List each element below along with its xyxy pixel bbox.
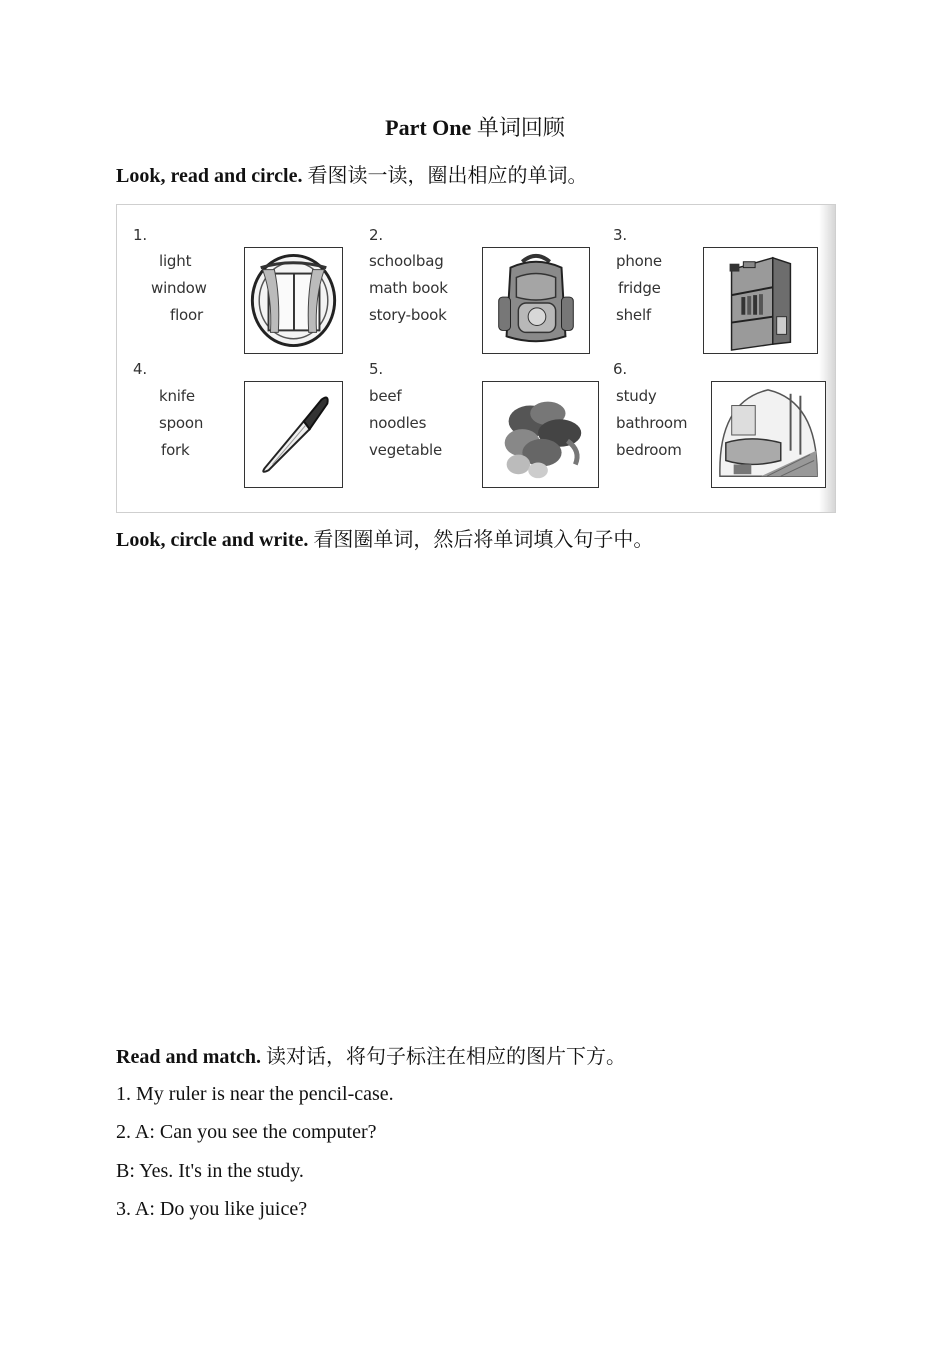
bathroom-icon xyxy=(711,381,826,488)
section3-instruction xyxy=(116,1040,626,1069)
item-number: 4. xyxy=(133,360,147,378)
section1-instruction xyxy=(116,159,587,188)
section3-rest: 读对话，将句子标注在相应的图片下方。 xyxy=(261,1046,627,1068)
item-option[interactable]: study xyxy=(616,387,657,405)
item-option[interactable]: phone xyxy=(616,252,662,270)
item-option[interactable]: window xyxy=(151,279,207,297)
item-option[interactable]: spoon xyxy=(159,414,204,432)
page-title-bold: Part One xyxy=(385,115,472,140)
section1-bold: Look, read and circle. xyxy=(116,165,303,187)
section1-rest: 看图读一读，圈出相应的单词。 xyxy=(302,165,588,187)
schoolbag-icon xyxy=(482,247,590,354)
sentence-line: 3. A: Do you like juice? xyxy=(116,1198,308,1220)
window-icon xyxy=(244,247,343,354)
item-number: 5. xyxy=(369,360,383,378)
knife-icon xyxy=(244,381,343,488)
vegetable-icon xyxy=(482,381,599,488)
item-option[interactable]: shelf xyxy=(616,306,651,324)
section2-rest: 看图圈单词，然后将单词填入句子中。 xyxy=(308,529,654,551)
item-option[interactable]: vegetable xyxy=(369,441,443,459)
item-number: 2. xyxy=(369,226,383,244)
item-number: 6. xyxy=(613,360,627,378)
section2-bold: Look, circle and write. xyxy=(116,529,309,551)
item-option[interactable]: fridge xyxy=(618,279,661,297)
section3-bold: Read and match. xyxy=(116,1046,262,1068)
item-option[interactable]: bedroom xyxy=(616,441,682,459)
item-option[interactable]: math book xyxy=(369,279,448,297)
sentence-line: B: Yes. It's in the study. xyxy=(116,1160,304,1182)
item-number: 3. xyxy=(613,226,627,244)
item-option[interactable]: noodles xyxy=(369,414,427,432)
item-option[interactable]: beef xyxy=(369,387,402,405)
sentence-line: 1. My ruler is near the pencil-case. xyxy=(116,1083,394,1105)
item-option[interactable]: bathroom xyxy=(616,414,688,432)
shelf-icon xyxy=(703,247,818,354)
item-number: 1. xyxy=(133,226,147,244)
item-option[interactable]: fork xyxy=(161,441,190,459)
page-title xyxy=(0,111,950,142)
item-option[interactable]: knife xyxy=(159,387,195,405)
item-option[interactable]: story-book xyxy=(369,306,447,324)
item-option[interactable]: light xyxy=(159,252,192,270)
page-title-rest: 单词回顾 xyxy=(471,115,565,140)
sentence-line: 2. A: Can you see the computer? xyxy=(116,1121,377,1143)
item-option[interactable]: schoolbag xyxy=(369,252,444,270)
section2-instruction xyxy=(116,523,653,552)
item-option[interactable]: floor xyxy=(170,306,203,324)
exercise-panel xyxy=(116,204,836,513)
